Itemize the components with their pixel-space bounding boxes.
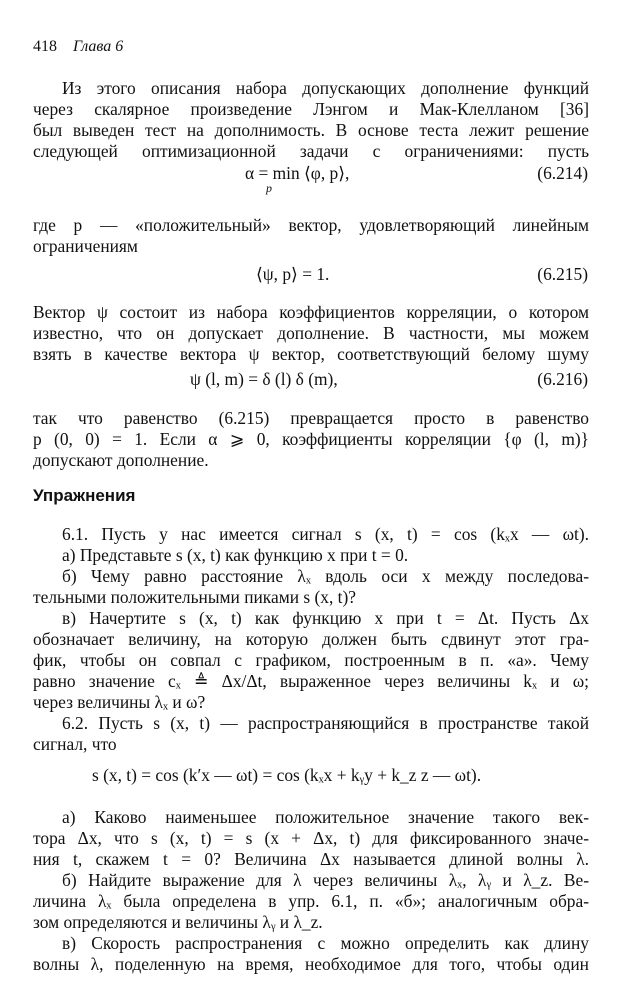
text-line: ограничениям bbox=[33, 236, 138, 256]
text-line: известно, что он допускает дополнение. В частности, мы можем bbox=[33, 323, 589, 343]
section-heading: Упражнения bbox=[33, 486, 136, 505]
equation-body: α = min ⟨φ, p⟩, bbox=[245, 163, 350, 183]
exercise-line: тельными положительными пиками s (x, t)? bbox=[33, 587, 357, 607]
exercise-line: волны λ, поделенную на время, необходимое для того, чтобы один bbox=[33, 954, 589, 974]
exercise-line: б) Чему равно расстояние λₓ вдоль оси x между последова- bbox=[62, 566, 589, 586]
equation-6-214 bbox=[245, 163, 349, 183]
text-line: был выведен тест на дополнимость. В основе теста лежит решение bbox=[33, 120, 589, 140]
text-line: через скалярное произведение Лэнгом и Мак-Клелланом [36] bbox=[33, 99, 589, 119]
text-line: p (0, 0) = 1. Если α ⩾ 0, коэффициенты корреляции {φ (l, m)} bbox=[33, 429, 589, 449]
exercise-line: а) Каково наименьшее положительное значение такого век- bbox=[62, 807, 589, 827]
exercise-line: тора Δx, что s (x, t) = s (x + Δx, t) для фиксированного значе- bbox=[33, 828, 589, 848]
text-line: допускают дополнение. bbox=[33, 450, 209, 470]
text-line: Вектор ψ состоит из набора коэффициентов корреляции, о котором bbox=[33, 302, 589, 322]
equation-number: (6.214) bbox=[537, 163, 588, 183]
equation-body: ψ (l, m) = δ (l) δ (m), bbox=[190, 369, 338, 389]
exercise-line: в) Начертите s (x, t) как функцию x при t = Δt. Пусть Δx bbox=[62, 608, 589, 628]
exercise-line: фик, чтобы он совпал с графиком, построенным в п. «а». Чему bbox=[33, 650, 589, 670]
equation-number: (6.216) bbox=[537, 369, 588, 389]
exercise-line: личина λₓ была определена в упр. 6.1, п. «б»; аналогичным обра- bbox=[33, 891, 589, 911]
text-line: взять в качестве вектора ψ вектор, соответствующий белому шуму bbox=[33, 344, 589, 364]
text-line: где p — «положительный» вектор, удовлетворяющий линейным bbox=[33, 215, 589, 235]
exercise-line: 6.2. Пусть s (x, t) — распространяющийся в пространстве такой bbox=[62, 713, 589, 733]
text-line: Из этого описания набора допускающих дополнение функций bbox=[62, 78, 589, 98]
exercise-line: обозначает величину, на которую должен быть сдвинут этот гра- bbox=[33, 629, 589, 649]
exercise-line: ния t, скажем t = 0? Величина Δx называется длиной волны λ. bbox=[33, 849, 589, 869]
equation-body: ⟨ψ, p⟩ = 1. bbox=[256, 264, 330, 284]
text-line: так что равенство (6.215) превращается просто в равенство bbox=[33, 408, 589, 428]
exercise-line: равно значение cₓ ≜ Δx/Δt, выраженное через величины kₓ и ω; bbox=[33, 671, 589, 691]
exercise-line: б) Найдите выражение для λ через величины λₓ, λᵧ и λ_z. Ве- bbox=[62, 870, 589, 890]
exercise-line: зом определяются и величины λᵧ и λ_z. bbox=[33, 912, 323, 932]
exercise-line: а) Представьте s (x, t) как функцию x при t = 0. bbox=[62, 545, 409, 565]
equation-6-215 bbox=[256, 264, 329, 284]
exercise-line: в) Скорость распространения c можно определить как длину bbox=[62, 933, 589, 953]
text-line: следующей оптимизационной задачи с ограничениями: пусть bbox=[33, 141, 589, 161]
exercise-line: сигнал, что bbox=[33, 734, 117, 754]
equation-body: s (x, t) = cos (k′x — ωt) = cos (kₓx + kᵧy + k_z z — ωt). bbox=[92, 765, 482, 785]
exercise-line: через величины λₓ и ω? bbox=[33, 692, 206, 712]
equation-wave bbox=[92, 765, 481, 785]
equation-6-216 bbox=[190, 369, 338, 389]
exercise-line: 6.1. Пусть у нас имеется сигнал s (x, t) = cos (kₓx — ωt). bbox=[62, 524, 589, 544]
page-number: 418 bbox=[33, 38, 57, 55]
chapter-title: Глава 6 bbox=[73, 38, 124, 55]
page-header bbox=[33, 38, 123, 56]
equation-subscript: p bbox=[266, 181, 272, 195]
equation-number: (6.215) bbox=[537, 264, 588, 284]
